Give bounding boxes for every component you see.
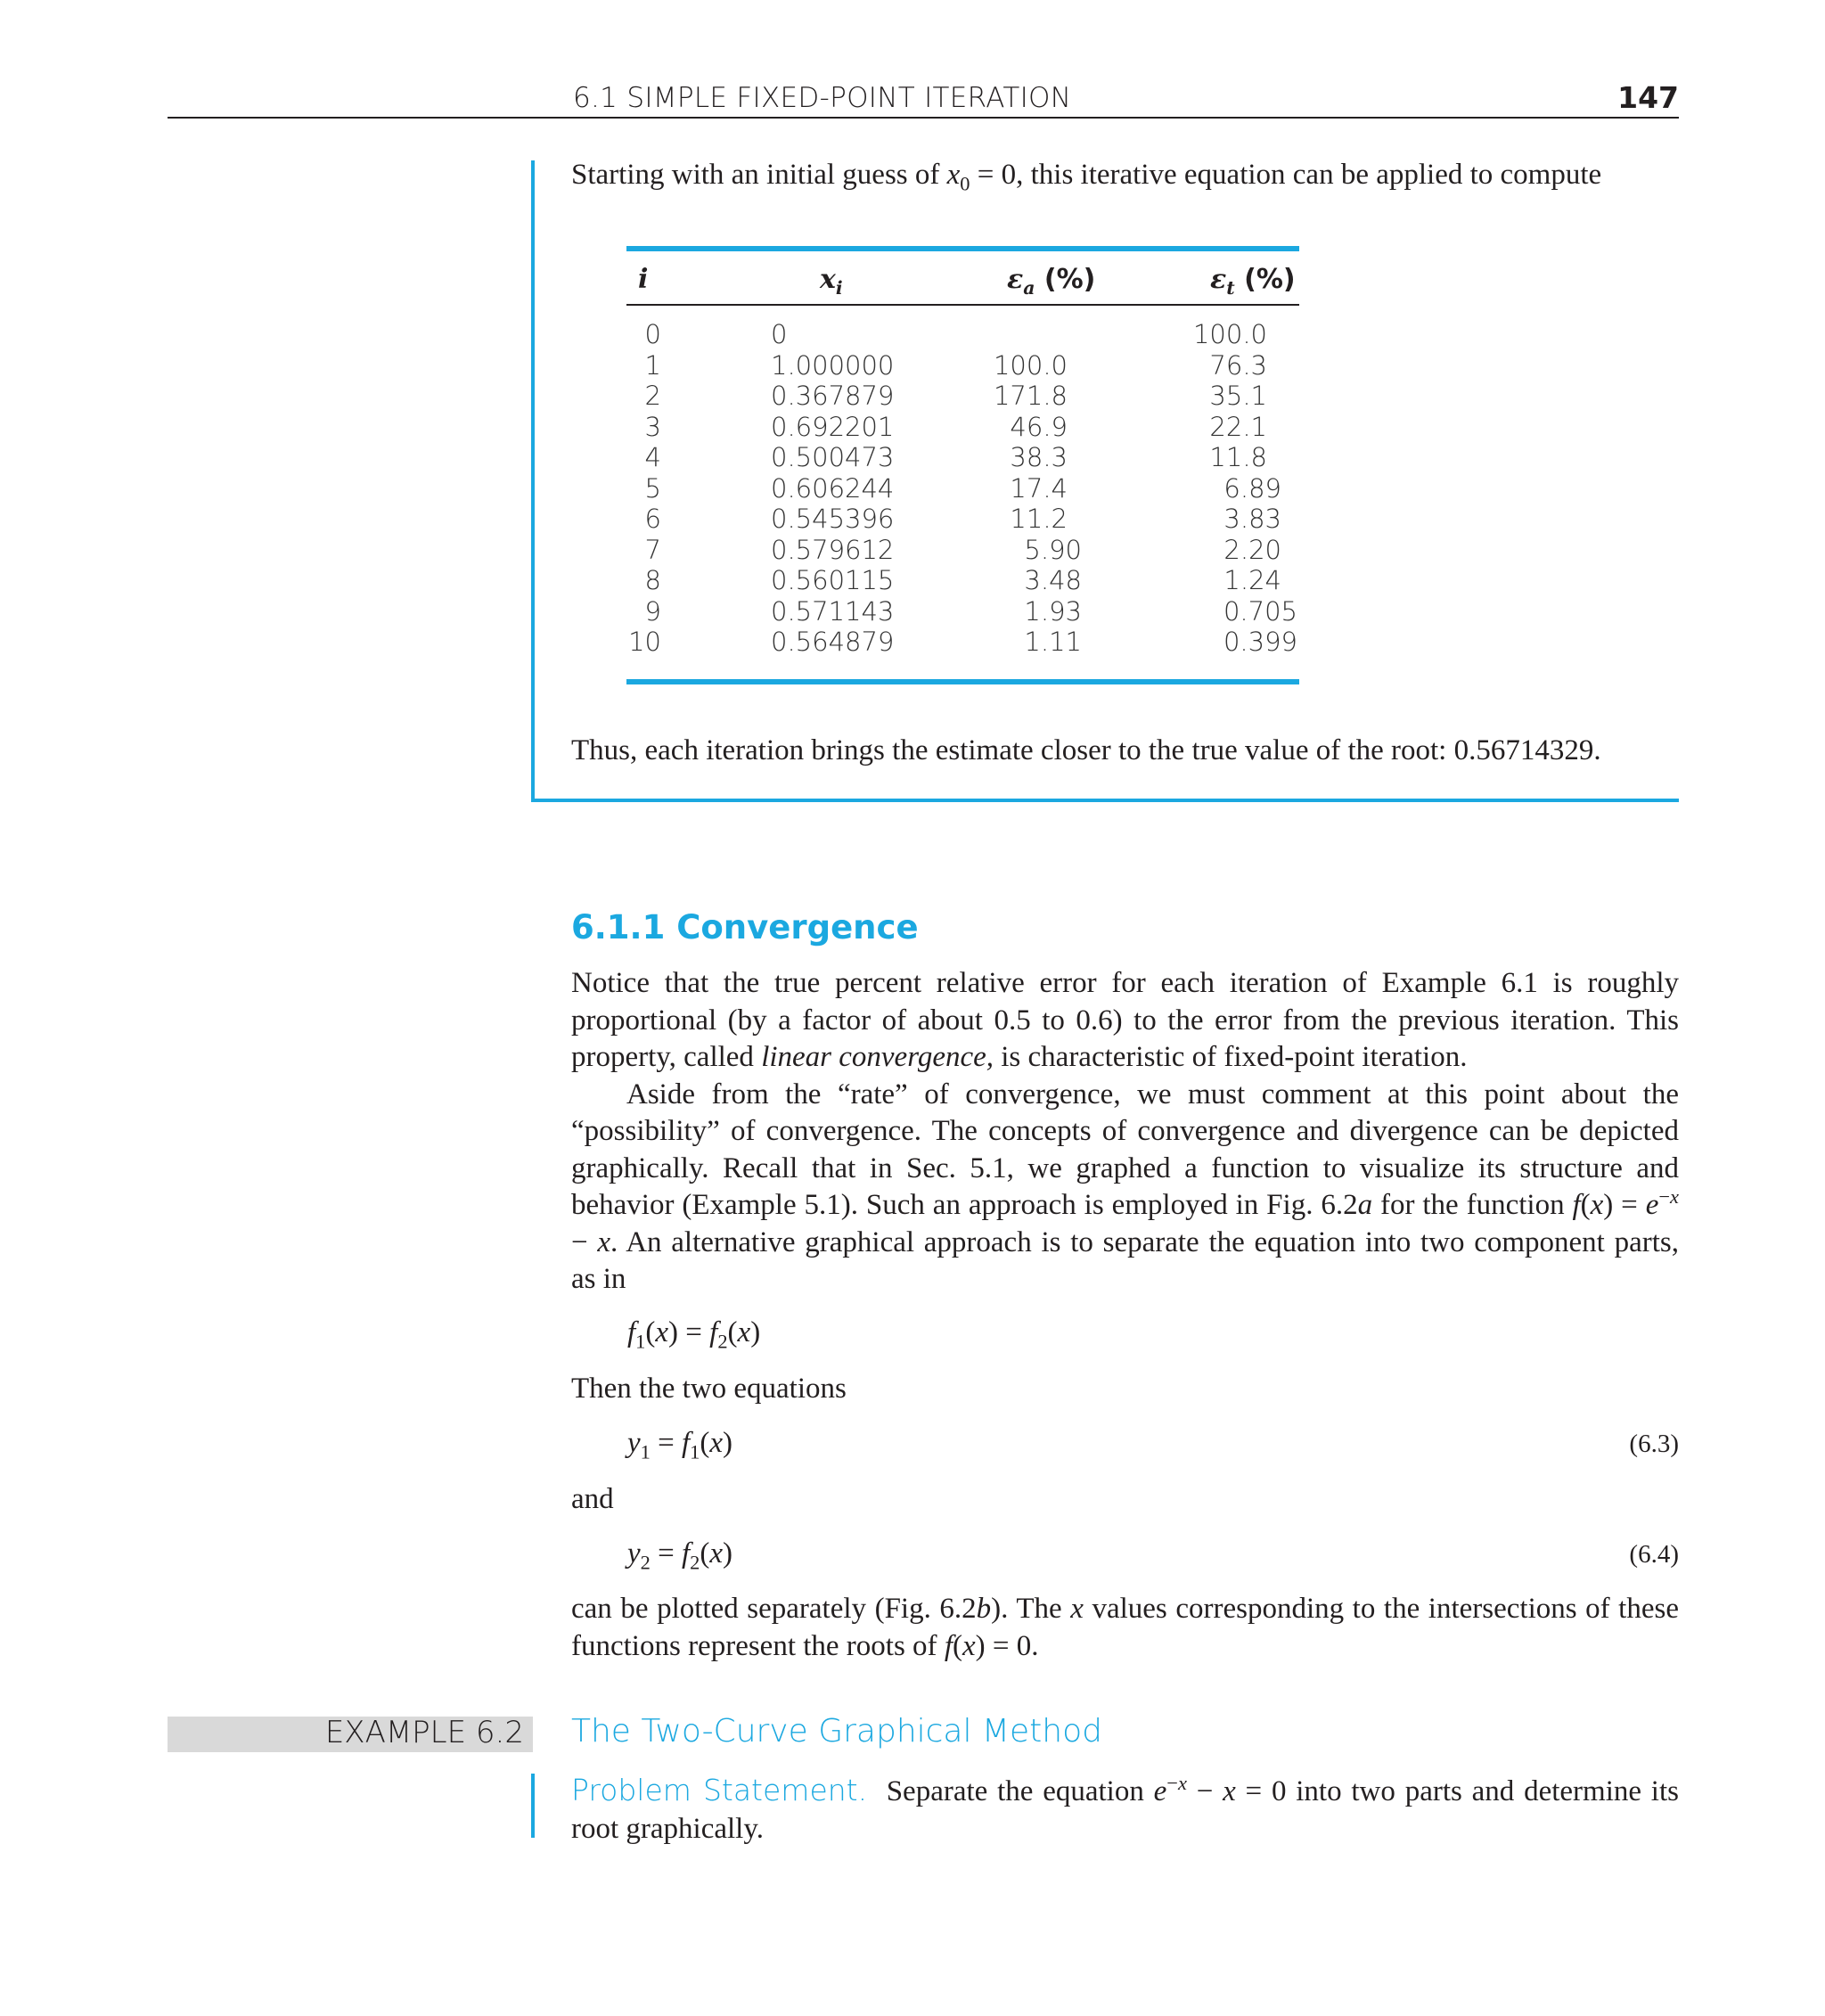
- table-header-i: i: [638, 264, 649, 295]
- body-text: [571, 965, 1679, 1299]
- paragraph-linear-convergence: Notice that the true percent relative error for each iteration of Example 6.1 is roughly proportional (by a factor of about 0.5 to 0.6) to the error from the previous iteration. This property, called linear convergence, is characteristic of fixed-point iteration.: [571, 967, 1679, 1073]
- equation-number-6-3: (6.3): [1629, 1430, 1679, 1458]
- table-row: 8 0.560115 3.48 1.24: [644, 565, 1281, 595]
- and-text: and: [571, 1483, 614, 1515]
- iteration-table: [626, 319, 1299, 658]
- table-header-ea: $\varepsilon_a$ (%): [1007, 264, 1096, 299]
- table-bottom-rule: [626, 679, 1299, 684]
- example-bottom-bar: [531, 799, 1679, 802]
- table-row: 1 1.000000 100.0 76.3: [644, 349, 1267, 381]
- running-title: 6.1 SIMPLE FIXED-POINT ITERATION: [573, 82, 1072, 114]
- table-row: 9 0.571143 1.93 0.705: [644, 595, 1297, 627]
- example-title: The Two-Curve Graphical Method: [571, 1713, 1102, 1750]
- section-title: 6.1.1 Convergence: [571, 908, 919, 947]
- problem-statement: Problem Statement. Separate the equation $e^{-x} - x = 0$ into two parts and determine its root graphically.: [571, 1772, 1679, 1845]
- header-rule: [168, 117, 1679, 119]
- example-closing: Thus, each iteration brings the estimate closer to the true value of the root: 0.56714329.: [571, 734, 1601, 766]
- paragraph-possibility: Aside from the “rate” of convergence, we must comment at this point about the “possibility” of convergence. The concepts of convergence and divergence can be depicted graphically. Recall that in Sec. 5.1, we graphed a function to visualize its structure and behavior (Example 5.1). Such an approach is employed in Fig. 6.2a for the function $f(x) = e^{-x} - x$. An alternative graphical approach is to separate the equation into two component parts, as in: [571, 1078, 1679, 1295]
- table-header-et: $\varepsilon_t$ (%): [1210, 264, 1296, 299]
- page-number: 147: [1617, 80, 1679, 115]
- equation-6-4: $y_2 = f_2(x)$: [627, 1537, 733, 1574]
- table-row: 7 0.579612 5.90 2.20: [644, 534, 1281, 565]
- table-row: 4 0.500473 38.3 11.8: [644, 442, 1267, 472]
- paragraph-plotted: can be plotted separately (Fig. 6.2b). The x values corresponding to the intersections of these functions represent the roots of f(x) = 0.: [571, 1593, 1679, 1662]
- table-row: 0 0 100.0: [644, 319, 1267, 349]
- equation-f1-f2: $f_1(x) = f_2(x)$: [627, 1316, 761, 1353]
- table-header-x: $x_i$: [820, 264, 843, 299]
- table-row: 5 0.606244 17.4 6.89: [644, 472, 1281, 504]
- table-header-rule: [626, 304, 1299, 306]
- table-row: 6 0.545396 11.2 3.83: [644, 504, 1281, 534]
- problem-statement-label: Problem Statement.: [571, 1773, 868, 1807]
- table-row: 3 0.692201 46.9 22.1: [644, 411, 1267, 442]
- example-label: EXAMPLE 6.2: [324, 1715, 524, 1750]
- table-row: 2 0.367879 171.8 35.1: [644, 381, 1267, 411]
- problem-statement-bar: [531, 1774, 535, 1838]
- table-top-rule: [626, 246, 1299, 251]
- equation-number-6-4: (6.4): [1629, 1540, 1679, 1569]
- example-intro: Starting with an initial guess of $x_0 = 0$, this iterative equation can be applied to compute: [571, 159, 1602, 195]
- example-left-bar: [531, 160, 535, 802]
- equation-6-3: $y_1 = f_1(x)$: [627, 1427, 733, 1463]
- then-text: Then the two equations: [571, 1373, 847, 1405]
- table-row: 10 0.564879 1.11 0.399: [628, 627, 1297, 657]
